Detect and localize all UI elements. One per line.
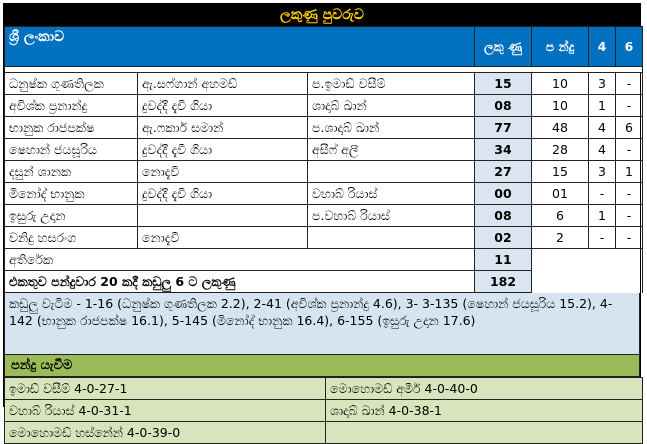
batter-runs: 34 xyxy=(475,139,532,161)
batter-fours: - xyxy=(589,227,616,249)
scorecard-title: ලකුණු පුවරුව xyxy=(4,4,640,26)
scorecard xyxy=(3,3,641,440)
dismissal-fielder: දුවද්දී දැවී ගියා xyxy=(138,95,308,117)
batter-sixes: 6 xyxy=(616,117,643,139)
batter-balls: 6 xyxy=(532,205,589,227)
batter-fours: 1 xyxy=(589,205,616,227)
batting-header-row xyxy=(5,27,643,67)
bowler-figures xyxy=(326,422,643,444)
batter-runs: 02 xyxy=(475,227,532,249)
batter-runs: 27 xyxy=(475,161,532,183)
batter-name: ධනුෂ්ක ගුණතිලක xyxy=(5,73,138,95)
batter-balls: 10 xyxy=(532,73,589,95)
batter-balls: 48 xyxy=(532,117,589,139)
batter-fours: 3 xyxy=(589,73,616,95)
bowling-heading: පන්දු යැවීම xyxy=(4,355,640,377)
batter-fours: 4 xyxy=(589,139,616,161)
batting-table xyxy=(4,26,643,293)
batter-runs: 08 xyxy=(475,95,532,117)
bowling-row xyxy=(5,422,643,444)
runs-header: ලකු ණු xyxy=(475,27,532,67)
batter-name: මිනෝද් භානුක xyxy=(5,183,138,205)
bowler-figures: මොහොමඩ් හස්නේන් 4-0-39-0 xyxy=(5,422,326,444)
batting-row xyxy=(5,205,643,227)
dismissal-bowler: ප.ශාදාබ් ඛාන් xyxy=(308,117,475,139)
batter-sixes: - xyxy=(616,205,643,227)
batter-sixes: - xyxy=(616,73,643,95)
team-name: ශ්‍රී ලංකාව xyxy=(5,27,475,67)
dismissal-fielder: නොදැවී xyxy=(138,227,308,249)
batter-runs: 77 xyxy=(475,117,532,139)
batting-row xyxy=(5,117,643,139)
batting-row xyxy=(5,95,643,117)
dismissal-fielder: දුවද්දී දැවී ගියා xyxy=(138,183,308,205)
bowler-figures: ඉමාඩ් වසීම් 4-0-27-1 xyxy=(5,378,326,400)
dismissal-fielder: ඇ.සෆ්ගාන් අහමඩ් xyxy=(138,73,308,95)
batting-row xyxy=(5,227,643,249)
batter-runs: 00 xyxy=(475,183,532,205)
batting-row xyxy=(5,139,643,161)
batter-name: ඉසුරු උදාන xyxy=(5,205,138,227)
dismissal-bowler xyxy=(308,161,475,183)
dismissal-bowler: ශාදාබ් ඛාන් xyxy=(308,95,475,117)
batter-sixes: - xyxy=(616,95,643,117)
extras-value: 11 xyxy=(475,249,532,271)
fall-of-wickets: කඩුලු වැටීම - 1-16 (ධනුෂ්ක ගුණතිලක 2.2), 2-41 (අවිශ්ක ප්‍රනාන්දු 4.6), 3- 3-135 (ෂෙහාන් ජයසූරිය 15.2), 4-142 (භානුක රාජපක්ෂ 16.1), 5-145 (මිනෝද් භානුක 16.4), 6-155 (ඉසුරු උදාන 17.6) xyxy=(4,293,640,355)
batter-name: භානුක රාජපක්ෂ xyxy=(5,117,138,139)
batter-fours: 1 xyxy=(589,95,616,117)
batter-balls: 15 xyxy=(532,161,589,183)
dismissal-bowler: ප.වහාබ් රියාස් xyxy=(308,205,475,227)
bowler-figures: ශාදාබ් ඛාන් 4-0-38-1 xyxy=(326,400,643,422)
dismissal-bowler: වහාබ් රියාස් xyxy=(308,183,475,205)
batter-fours: - xyxy=(589,183,616,205)
batter-balls: 28 xyxy=(532,139,589,161)
batter-balls: 2 xyxy=(532,227,589,249)
bowling-row xyxy=(5,400,643,422)
bowler-figures: වහාබ් රියාස් 4-0-31-1 xyxy=(5,400,326,422)
batting-row xyxy=(5,183,643,205)
batter-balls: 01 xyxy=(532,183,589,205)
dismissal-fielder: නොදැවී xyxy=(138,161,308,183)
dismissal-fielder xyxy=(138,205,308,227)
batter-sixes: 1 xyxy=(616,161,643,183)
extras-row xyxy=(5,249,643,271)
dismissal-bowler xyxy=(308,227,475,249)
batter-name: වනිදු හසරංග xyxy=(5,227,138,249)
bowling-table xyxy=(4,377,643,444)
dismissal-fielder: දුවද්දී දැවී ගියා xyxy=(138,139,308,161)
batter-sixes: - xyxy=(616,139,643,161)
total-label: එකතුව පන්දුවාර 20 කදී කඩුලු 6 ට ලකුණු xyxy=(5,271,475,293)
batter-balls: 10 xyxy=(532,95,589,117)
batter-runs: 08 xyxy=(475,205,532,227)
batter-fours: 3 xyxy=(589,161,616,183)
bowler-figures: මොහොමඩ් අමීර් 4-0-40-0 xyxy=(326,378,643,400)
balls-header: ප න්දු xyxy=(532,27,589,67)
batter-name: දසුන් ශානක xyxy=(5,161,138,183)
batting-row xyxy=(5,161,643,183)
total-value: 182 xyxy=(475,271,532,293)
dismissal-fielder: ඇ.ෆකාර් සමාන් xyxy=(138,117,308,139)
batter-sixes: - xyxy=(616,183,643,205)
batting-row xyxy=(5,73,643,95)
batter-runs: 15 xyxy=(475,73,532,95)
extras-label: අතිරේක xyxy=(5,249,475,271)
fours-header: 4 xyxy=(589,27,616,67)
dismissal-bowler: ප.ඉමාඩ් වසීම් xyxy=(308,73,475,95)
bowling-row xyxy=(5,378,643,400)
batter-name: අවිශ්ක ප්‍රනාන්දු xyxy=(5,95,138,117)
batter-name: ෂෙහාන් ජයසූරිය xyxy=(5,139,138,161)
dismissal-bowler: අසීෆ් අලී xyxy=(308,139,475,161)
batter-fours: 4 xyxy=(589,117,616,139)
batter-sixes: - xyxy=(616,227,643,249)
sixes-header: 6 xyxy=(616,27,643,67)
